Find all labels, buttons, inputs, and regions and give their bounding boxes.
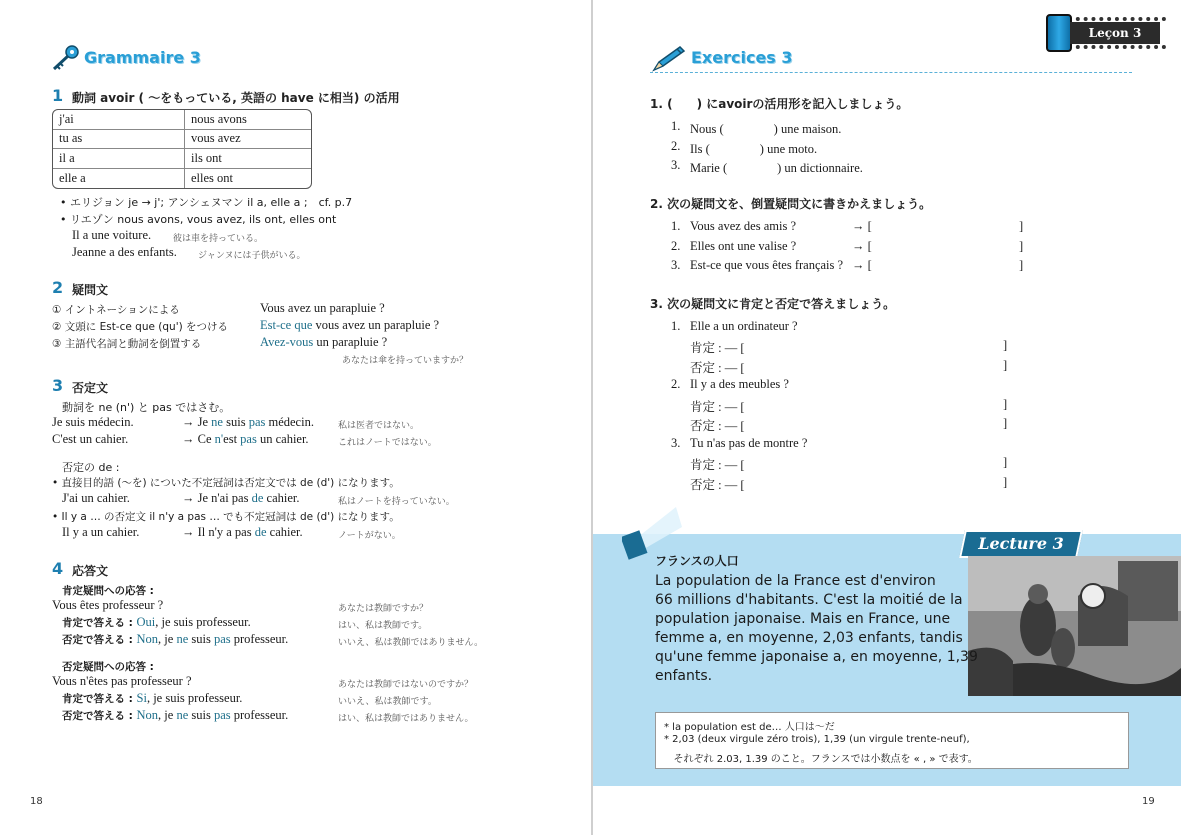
- answer-translation: いいえ、私は教師です。: [338, 697, 437, 707]
- lecture-text-line: population japonaise. Mais en France, une: [655, 611, 951, 627]
- exercise-item: Est-ce que vous êtes français ?: [690, 258, 844, 272]
- exercise-item-number: 2.: [671, 139, 681, 153]
- vocabulary-note: それぞれ 2.03, 1.39 のこと。フランスでは小数点を « , » で表す。: [664, 754, 978, 765]
- section-2-number: 2: [52, 278, 64, 297]
- exercise-item-number: 1.: [671, 119, 681, 133]
- exercise-item-number: 1.: [671, 219, 681, 233]
- de-example-source: J'ai un cahier.: [62, 491, 130, 505]
- positive-answer-yes: [62, 615, 251, 630]
- plain-text: , je suis professeur.: [155, 615, 251, 629]
- de-example-translation: ノートがない。: [338, 531, 401, 541]
- positive-answer-no: [62, 632, 288, 647]
- negative-question-translation: あなたは教師ではないのですか？: [338, 680, 474, 690]
- answer-label: 否定で答える :: [62, 710, 137, 722]
- plain-text: vous avez un parapluie ?: [312, 318, 440, 332]
- film-canister-icon: [1046, 14, 1072, 52]
- plain-text: suis: [188, 708, 214, 722]
- example-sentence: Il a une voiture.: [72, 228, 152, 242]
- negation-result: [182, 415, 314, 430]
- highlight-text: Non: [136, 632, 159, 646]
- table-cell: j'ai: [53, 110, 185, 130]
- section-1-title: 動詞 avoir ( ～をもっている, 英語の have に相当) の活用: [72, 91, 400, 105]
- question-example: [260, 318, 439, 333]
- example-translation: 彼は車を持っている。: [173, 234, 264, 244]
- lecture-text-line: 66 millions d'habitants. C'est la moitié de la: [655, 592, 963, 608]
- section-3-number: 3: [52, 376, 64, 395]
- positive-answer-slot: 肯定 : — [: [690, 458, 745, 472]
- table-row: [53, 130, 311, 150]
- positive-question-translation: あなたは教師ですか？: [338, 604, 429, 614]
- avoir-conjugation-table: [52, 109, 312, 189]
- plain-text: suis: [222, 415, 249, 429]
- exercise-question: Elle a un ordinateur ?: [690, 319, 798, 333]
- lecture-text-line: qu'une femme japonaise a, en moyenne, 1,39: [655, 649, 978, 665]
- negation-rule: 動詞を ne (n') と pas ではさむ。: [62, 401, 231, 414]
- lecture-tab-label: Lecture 3: [978, 534, 1064, 553]
- plain-text: cahier.: [266, 525, 303, 539]
- answer-bracket-close: ]: [1003, 475, 1008, 489]
- lecture-title: フランスの人口: [655, 554, 739, 568]
- exercise-item-number: 3.: [671, 258, 681, 272]
- question-example: [260, 335, 387, 350]
- answer-bracket-close: ]: [1003, 338, 1008, 352]
- exercices-title: Exercices 3: [691, 48, 793, 67]
- plain-text: est: [223, 432, 241, 446]
- plain-text: , je suis professeur.: [146, 691, 243, 705]
- table-cell: il a: [53, 149, 185, 169]
- question-method-label: ① イントネーションによる: [52, 304, 180, 316]
- question-method-label: ③ 主語代名詞と動詞を倒置する: [52, 338, 202, 350]
- positive-question: Vous êtes professeur ?: [52, 598, 164, 612]
- exercise-item-number: 3.: [671, 158, 681, 172]
- question-method-label: ② 文頭に Est-ce que (qu') をつける: [52, 321, 229, 333]
- positive-answer-slot: 肯定 : — [: [690, 341, 745, 355]
- section-3-title: 否定文: [72, 381, 109, 395]
- plain-text: → Ce: [182, 432, 215, 446]
- plain-text: un parapluie ?: [313, 335, 388, 349]
- question-example: [260, 301, 385, 316]
- exercise-item: Elles ont une valise ?: [690, 239, 797, 253]
- exercise-item-number: 2.: [671, 377, 681, 391]
- plain-text: un cahier.: [256, 432, 309, 446]
- question-gloss: あなたは傘を持っていますか？: [342, 356, 469, 366]
- de-example-result: [182, 525, 303, 540]
- highlight-text: de: [251, 491, 264, 505]
- negation-source: C'est un cahier.: [52, 432, 129, 446]
- negation-translation: 私は医者ではない。: [338, 421, 420, 431]
- table-row: [53, 169, 311, 189]
- exercise-item: Vous avez des amis ?: [690, 219, 796, 233]
- answer-translation: はい、私は教師ではありません。: [338, 714, 474, 724]
- exercise-item: Nous ( ) une maison.: [690, 122, 842, 136]
- table-cell: elle a: [53, 169, 185, 189]
- exercise-item-number: 1.: [671, 319, 681, 333]
- exercise-item-number: 2.: [671, 239, 681, 253]
- answer-bracket-close: ]: [1003, 358, 1008, 372]
- highlight-text: Oui: [136, 615, 156, 629]
- page-number-right: 19: [1142, 796, 1155, 807]
- negation-result: [182, 432, 309, 447]
- de-rule-1: • 直接目的語 (～を) についた不定冠詞は否定文では de (d') になります。: [52, 477, 400, 489]
- grammaire-title: Grammaire 3: [84, 48, 201, 67]
- table-cell: nous avons: [185, 110, 311, 130]
- answer-translation: いいえ、私は教師ではありません。: [338, 638, 484, 648]
- positive-answer-slot: 肯定 : — [: [690, 400, 745, 414]
- answer-bracket-close: ]: [1003, 455, 1008, 469]
- table-cell: elles ont: [191, 170, 234, 185]
- de-title: 否定の de :: [62, 461, 120, 474]
- de-example-source: Il y a un cahier.: [62, 525, 140, 539]
- highlight-text: Est-ce que: [260, 318, 313, 332]
- answer-label: 否定で答える :: [62, 634, 137, 646]
- negation-source: Je suis médecin.: [52, 415, 134, 429]
- answer-bracket-close: ]: [1003, 397, 1008, 411]
- table-row: [53, 149, 311, 169]
- negative-answer-yes: [62, 691, 242, 706]
- section-4-title: 応答文: [72, 564, 109, 578]
- lecture-text-line: femme a, en moyenne, 2,03 enfants, tandis: [655, 630, 963, 646]
- section-4-number: 4: [52, 559, 64, 578]
- highlight-text: pas: [213, 632, 231, 646]
- lecon-badge: Leçon 3: [1070, 22, 1160, 44]
- de-example-result: [182, 491, 300, 506]
- answer-bracket-close: ]: [1019, 239, 1024, 253]
- answer-bracket-open: → [: [852, 239, 872, 253]
- highlight-text: n': [214, 432, 224, 446]
- page-number-left: 18: [30, 796, 43, 807]
- table-cell: tu as: [53, 130, 185, 150]
- answer-label: 肯定で答える :: [62, 693, 137, 705]
- lecture-tab: [959, 530, 1083, 558]
- exercise-3-title: 3. 次の疑問文に肯定と否定で答えましょう。: [650, 297, 896, 311]
- negative-answer-slot: 否定 : — [: [690, 478, 745, 492]
- plain-text: , je: [158, 632, 177, 646]
- plain-text: cahier.: [263, 491, 300, 505]
- header-divider: [650, 72, 1132, 73]
- highlight-text: pas: [248, 415, 266, 429]
- playground-photo: [968, 556, 1181, 696]
- highlight-text: Avez-vous: [260, 335, 314, 349]
- vocabulary-note: * la population est de… 人口は～だ: [664, 722, 835, 733]
- negative-answer-slot: 否定 : — [: [690, 361, 745, 375]
- exercise-question: Tu n'as pas de montre ?: [690, 436, 808, 450]
- plain-text: Vous avez un parapluie ?: [260, 301, 385, 315]
- highlight-text: pas: [213, 708, 231, 722]
- exercise-question: Il y a des meubles ?: [690, 377, 789, 391]
- exercise-item: Marie ( ) un dictionnaire.: [690, 161, 863, 175]
- plain-text: → Je: [182, 415, 212, 429]
- table-cell: ils ont: [185, 149, 311, 169]
- plain-text: professeur.: [230, 632, 289, 646]
- answer-bracket-open: → [: [852, 219, 872, 233]
- table-row: [53, 110, 311, 130]
- de-example-translation: 私はノートを持っていない。: [338, 497, 455, 507]
- answer-bracket-open: → [: [852, 258, 872, 272]
- highlight-text: ne: [176, 632, 189, 646]
- highlight-text: Si: [136, 691, 147, 705]
- plain-text: , je: [158, 708, 177, 722]
- liaison-note: • リエゾン nous avons, vous avez, ils ont, elles ont: [60, 213, 337, 226]
- elision-note: • エリジョン je → j'; アンシェヌマン il a, elle a ; cf. p.7: [60, 196, 353, 209]
- plain-text: → Je n'ai pas: [182, 491, 252, 505]
- positive-question-title: 肯定疑問への応答 :: [62, 585, 154, 597]
- lecture-text-line: enfants.: [655, 668, 713, 684]
- answer-translation: はい、私は教師です。: [338, 621, 428, 631]
- plain-text: → Il n'y a pas: [182, 525, 255, 539]
- answer-label: 肯定で答える :: [62, 617, 137, 629]
- exercise-1-title: 1. ( ) にavoirの活用形を記入しましょう。: [650, 97, 909, 111]
- plain-text: suis: [188, 632, 214, 646]
- negative-answer-slot: 否定 : — [: [690, 419, 745, 433]
- section-1-number: 1: [52, 86, 64, 105]
- highlight-text: pas: [240, 432, 257, 446]
- answer-bracket-close: ]: [1019, 258, 1024, 272]
- highlight-text: ne: [211, 415, 223, 429]
- plain-text: professeur.: [230, 708, 289, 722]
- vocabulary-note: * 2,03 (deux virgule zéro trois), 1,39 (un virgule trente-neuf),: [664, 734, 970, 745]
- answer-bracket-close: ]: [1003, 416, 1008, 430]
- example-sentence: Jeanne a des enfants.: [72, 245, 177, 259]
- exercise-item-number: 3.: [671, 436, 681, 450]
- key-icon: [50, 44, 80, 72]
- negative-answer-no: [62, 708, 288, 723]
- negative-question-title: 否定疑問への応答 :: [62, 661, 154, 673]
- section-2-title: 疑問文: [72, 283, 109, 297]
- table-cell: vous avez: [185, 130, 311, 150]
- plain-text: médecin.: [265, 415, 314, 429]
- de-rule-2: • Il y a … の否定文 il n'y a pas … でも不定冠詞は de (d') になります。: [52, 511, 400, 523]
- negation-translation: これはノートではない。: [338, 438, 437, 448]
- highlight-text: Non: [136, 708, 159, 722]
- example-translation: ジャンヌには子供がいる。: [198, 251, 306, 261]
- negative-question: Vous n'êtes pas professeur ?: [52, 674, 192, 688]
- lecture-text-line: La population de la France est d'environ: [655, 573, 936, 589]
- highlight-text: de: [254, 525, 267, 539]
- pencil-icon: [650, 44, 686, 74]
- highlight-text: ne: [176, 708, 189, 722]
- answer-bracket-close: ]: [1019, 219, 1024, 233]
- exercise-item: Ils ( ) une moto.: [690, 142, 818, 156]
- exercise-2-title: 2. 次の疑問文を、倒置疑問文に書きかえましょう。: [650, 197, 932, 211]
